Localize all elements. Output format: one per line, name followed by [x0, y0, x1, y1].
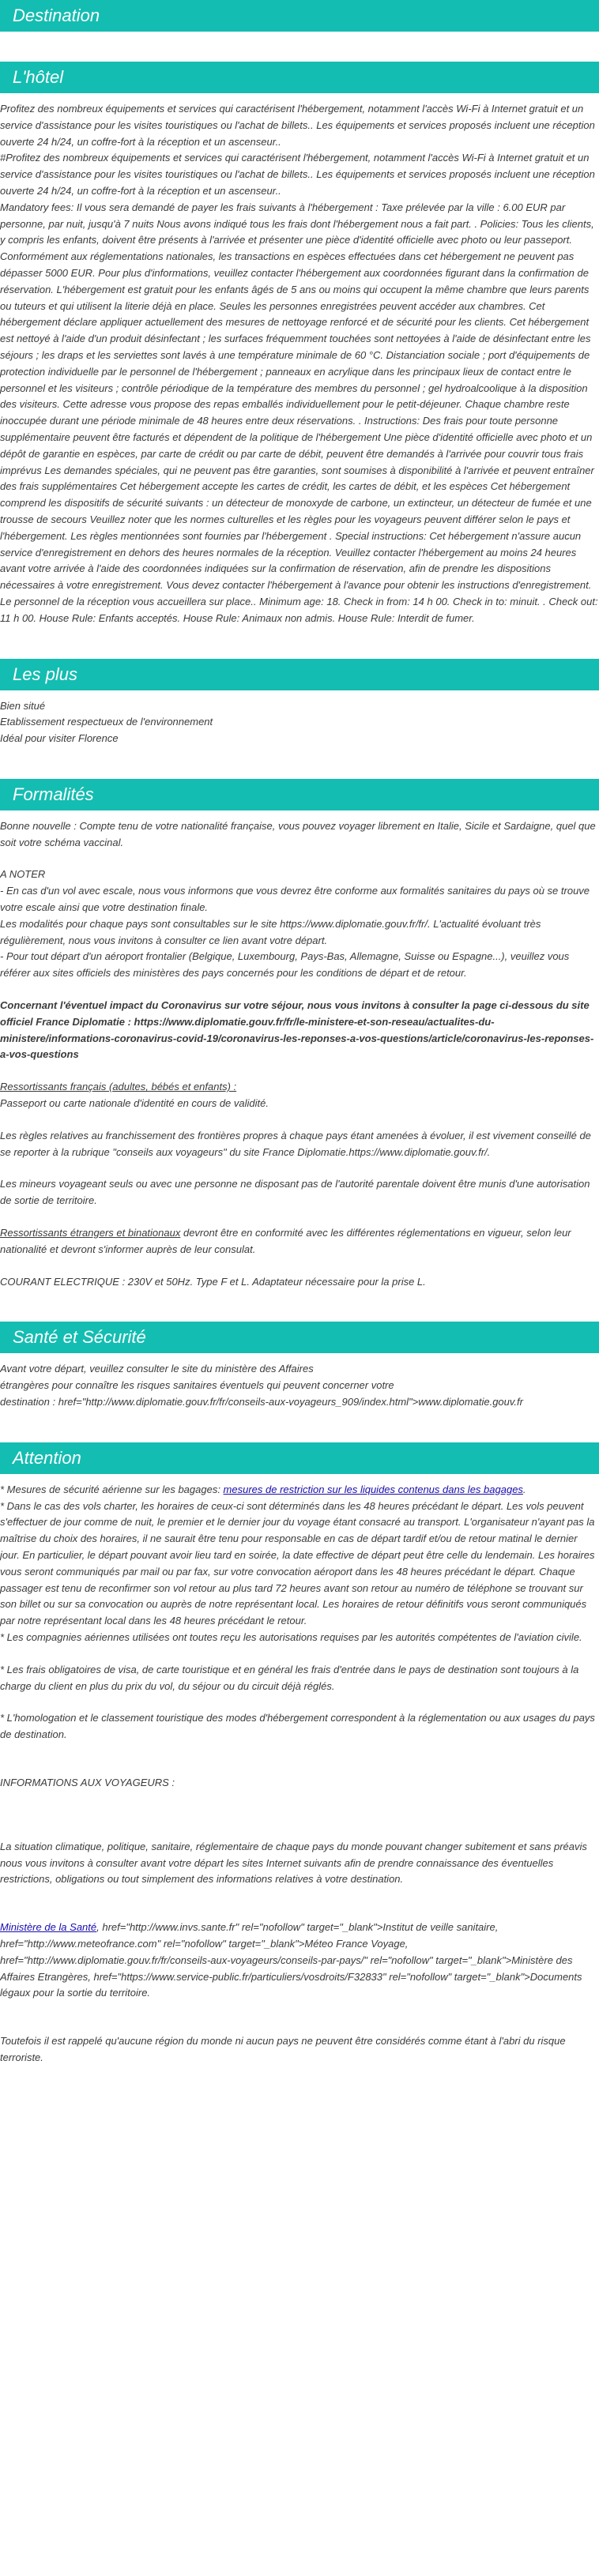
- minors-notice: Les mineurs voyageant seuls ou avec une personne ne disposant pas de l'autorité parentale doivent être munis d'une autorisation de sortie de territoire.: [0, 1178, 590, 1207]
- electric-notice: COURANT ELECTRIQUE : 230V et 50Hz. Type F et L. Adaptateur nécessaire pour la prise L.: [0, 1275, 426, 1288]
- note-title: A NOTER: [0, 868, 46, 881]
- hotel-paragraph: #Profitez des nombreux équipements et services qui caractérisent l'hébergement, notamment l'accès Wi-Fi à Internet gratuit et un service d'assistance pour les visites touristiques ou l'achat de billets.. Les équipements et services proposés incluent une réception ouverte 24 h/24, un coffre-fort à la réception et un ascenseur..: [0, 152, 595, 197]
- coronavirus-notice: Concernant l'éventuel impact du Coronavirus sur votre séjour, nous vous invitons à consulter la page ci-dessous du site officiel France Diplomatie : https://www.diplomatie.gouv.fr/fr/le-ministere-et-son-reseau/actualites-du-ministere/informations-coronavirus-covid-19/coronavirus-les-reponses-a-vos-questions/article/coronavirus-les-reponses-a-vos-questions: [0, 999, 594, 1061]
- attention-body: [0, 1482, 599, 2066]
- french-nationals-title: Ressortissants français (adultes, bébés et enfants) :: [0, 1081, 237, 1093]
- section-title-plus: Les plus: [0, 659, 599, 690]
- attention-baggage-text: * Mesures de sécurité aérienne sur les bagages:: [0, 1483, 224, 1495]
- info-line: nous vous invitons à consulter avant votre départ les sites Internet suivants afin de prendre connaissance des éventuelles restrictions, obligations ou tout simplement des informations relatives à votre destination.: [0, 1856, 554, 1886]
- info-line: La situation climatique, politique, sanitaire, réglementaire de chaque pays du monde pouvant changer subitement et sans préavis: [0, 1840, 587, 1852]
- attention-charter: * Dans le cas des vols charter, les horaires de ceux-ci sont déterminés dans les 48 heures précédant le départ. Les vols peuvent s'effectuer de jour comme de nuit, le premier et le dernier jour du voyage étant consacré au transport. L'organisateur n'ayant pas la maîtrise du choix des horaires, il ne saurait être tenu pour responsable en cas de départ tardif et/ou de retour matinal le dernier jour. En particulier, le départ pouvant avoir lieu tard en soirée, la date effective de départ peut être celle du lendemain. Les horaires vous seront communiqués par mail ou par fax, sur votre convocation aéroport dans les 48 heures précédant le départ. Chaque passager est tenu de reconfirmer son vol retour au plus tard 72 heures avant son retour au numéro de téléphone se trouvant sur son billet ou sur sa convocation ou auprès de notre représentant local. Les horaires de retour définitifs vous seront communiqués par notre représentant local dans les 48 heures précédant le retour.: [0, 1499, 595, 1627]
- list-item: Bien situé: [0, 699, 46, 712]
- sante-line: Avant votre départ, veuillez consulter le site du ministère des Affaires: [0, 1363, 314, 1375]
- section-destination: [0, 0, 599, 32]
- foreign-nationals: [0, 1225, 599, 1258]
- attention-visa: * Les frais obligatoires de visa, de carte touristique et en général les frais d'entrée dans le pays de destination sont toujours à la charge du client en plus du prix du vol, du séjour ou du circuit déjà réglés.: [0, 1663, 579, 1692]
- hotel-paragraph: Mandatory fees: Il vous sera demandé de payer les frais suivants à l'hébergement : Taxe prélevée par la ville : 6.00 EUR par personne, par nuit, jusqu'à 7 nuits Nous avons indiqué tous les frais dont l'hébergement nous a fait part. . Policies: Tous les clients, y compris les enfants, doivent être présents à l'arrivée et présenter une pièce d'identité officielle avec photo ou leur passeport. Conformément aux réglementations nationales, les transactions en espèces effectuées dans cet hébergement ne peuvent pas dépasser 5000 EUR. Pour plus d'informations, veuillez contacter l'hébergement aux coordonnées figurant dans la confirmation de réservation. L'hébergement est gratuit pour les enfants âgés de 5 ans ou moins qui occupent la même chambre que leurs parents ou tuteurs et qui utilisent la literie déjà en place. Seules les personnes enregistrées peuvent accéder aux chambres. Cet hébergement déclare appliquer actuellement des mesures de nettoyage renforcé et de sécurité pour les clients. Cet hébergement est nettoyé à l'aide d'un produit désinfectant ; les surfaces fréquemment touchées sont nettoyées à l'aide de désinfectant entre les séjours ; les draps et les serviettes sont lavés à une température minimale de 60 °C. Distanciation sociale ; port d'équipements de protection individuelle par le personnel de l'hébergement ; panneaux en acrylique dans les principaux lieux de contact entre le personnel et les visiteurs ; contrôle périodique de la température des membres du personnel ; gel hydroalcoolique à la disposition des visiteurs. Cette adresse vous propose des repas emballés individuellement pour le petit-déjeuner. Chaque chambre reste inoccupée durant une période minimale de 48 heures entre deux réservations. . Instructions: Des frais pour toute personne supplémentaire peuvent être facturés et dépendent de la politique de l'hébergement Une pièce d'identité officielle avec photo et un dépôt de garantie en espèces, par carte de crédit ou par carte de débit, peuvent être demandés à l'arrivée pour couvrir tous frais imprévus Les demandes spéciales, qui ne peuvent pas être garanties, sont soumises à disponibilité à l'arrivée et peuvent entraîner des frais supplémentaires Cet hébergement accepte les cartes de crédit, les cartes de débit, et les espèces Cet hébergement comprend les dispositifs de sécurité suivants : un détecteur de monoxyde de carbone, un extincteur, un détecteur de fumée et une trousse de secours Veuillez noter que les normes culturelles et les règles pour les voyageurs peuvent différer selon le pays et l'hébergement. Les règles mentionnées sont fournies par l'hébergement . Special instructions: Cet hébergement n'assure aucun service d'enregistrement en dehors des heures normales de la réception. Veuillez contacter l'hébergement au moins 24 heures avant votre arrivée à l'aide des coordonnées indiquées sur la confirmation de réservation, afin de prendre les dispositions nécessaires à votre enregistrement. Vous devez contacter l'hébergement à l'avance pour obtenir les instructions d'enregistrement. Le personnel de la réception vous accueillera sur place.. Minimum age: 18. Check in from: 14 h 00. Check in to: minuit. . Check out: 11 h 00. House Rule: Enfants acceptés. House Rule: Animaux non admis. House Rule: Interdit de fumer.: [0, 201, 598, 624]
- section-title-hotel: L'hôtel: [0, 62, 599, 93]
- note-line: - En cas d'un vol avec escale, nous vous informons que vous devrez être conforme aux formalités sanitaires du pays où se trouve votre escale ainsi que votre destination finale.: [0, 885, 590, 914]
- section-title-destination: Destination: [0, 0, 599, 32]
- sante-line: destination : href="http://www.diplomatie.gouv.fr/fr/conseils-aux-voyageurs_909/index.html">www.diplomatie.gouv.fr: [0, 1396, 523, 1408]
- section-title-attention: Attention: [0, 1442, 599, 1474]
- info-links-text: , href="http://www.invs.sante.fr" rel="nofollow" target="_blank">Institut de veille sanitaire, href="http://www.meteofrance.com" rel="nofollow" target="_blank">Méteo France Voyage, href="http://www.diplomatie.gouv.fr/fr/conseils-aux-voyageurs/conseils-par-pays/" rel="nofollow" target="_blank">Ministère des Affaires Etrangères, href="https://www.service-public.fr/particuliers/vosdroits/F32833" rel="nofollow" target="_blank">Documents légaux pour la sortie du territoire.: [0, 1921, 582, 1999]
- terror-notice: Toutefois il est rappelé qu'aucune région du monde ni aucun pays ne peuvent être considérés comme étant à l'abri du risque terroriste.: [0, 2035, 566, 2063]
- list-item: Etablissement respectueux de l'environnement: [0, 716, 213, 728]
- section-attention: [0, 1442, 599, 2066]
- info-title: INFORMATIONS AUX VOYAGEURS :: [0, 1776, 175, 1788]
- foreign-nationals-title: Ressortissants étrangers et binationaux: [0, 1227, 181, 1239]
- section-plus: [0, 659, 599, 747]
- liquids-restriction-link[interactable]: mesures de restriction sur les liquides contenus dans les bagages: [223, 1483, 523, 1495]
- note-line: Les modalités pour chaque pays sont consultables sur le site https://www.diplomatie.gouv.fr/fr/. L'actualité évoluant très régulièrement, nous vous invitons à consulter ce lien avant votre départ.: [0, 917, 541, 946]
- formalites-intro: Bonne nouvelle : Compte tenu de votre nationalité française, vous pouvez voyager librement en Italie, Sicile et Sardaigne, quel que soit votre schéma vaccinal.: [0, 819, 596, 848]
- attention-airlines: * Les compagnies aériennes utilisées ont toutes reçu les autorisations requises par les autorités compétentes de l'aviation civile.: [0, 1630, 582, 1643]
- borders-notice: Les règles relatives au franchissement des frontières propres à chaque pays étant amenées à évoluer, il est vivement conseillé de se reporter à la rubrique "conseils aux voyageurs" du site France Diplomatie.https://www.diplomatie.gouv.fr/.: [0, 1129, 591, 1158]
- section-hotel: [0, 62, 599, 627]
- attention-homologation: * L'homologation et le classement touristique des modes d'hébergement correspondent à la réglementation ou aux usages du pays de destination.: [0, 1712, 595, 1741]
- formalites-body: [0, 818, 599, 1291]
- info-links: [0, 1920, 599, 2002]
- attention-baggage: [0, 1482, 599, 1499]
- hotel-paragraph: Profitez des nombreux équipements et services qui caractérisent l'hébergement, notamment l'accès Wi-Fi à Internet gratuit et un service d'assistance pour les visites touristiques ou l'achat de billets.. Les équipements et services proposés incluent une réception ouverte 24 h/24, un coffre-fort à la réception et un ascenseur..: [0, 103, 595, 148]
- section-sante: [0, 1322, 599, 1410]
- french-nationals-text: Passeport ou carte nationale d'identité en cours de validité.: [0, 1097, 269, 1110]
- note-line: - Pour tout départ d'un aéroport frontalier (Belgique, Luxembourg, Pays-Bas, Allemagne, Suisse ou Espagne...), veuillez vous référer aux sites officiels des ministères des pays concernés pour les conditions de départ et de retour.: [0, 950, 570, 980]
- list-item: Idéal pour visiter Florence: [0, 732, 119, 745]
- hotel-body: [0, 101, 599, 627]
- sante-body: [0, 1361, 599, 1410]
- foreign-nationals-text: devront être en conformité avec les différentes réglementations en vigueur, selon leur nationalité et devront s'informer auprès de leur consulat.: [0, 1227, 571, 1255]
- attention-baggage-end: .: [522, 1483, 526, 1495]
- ministry-health-link[interactable]: Ministère de la Santé: [0, 1921, 97, 1934]
- section-title-formalites: Formalités: [0, 779, 599, 810]
- plus-list: [0, 698, 599, 747]
- section-title-sante: Santé et Sécurité: [0, 1322, 599, 1353]
- section-formalites: [0, 779, 599, 1291]
- sante-line: étrangères pour connaître les risques sanitaires éventuels qui peuvent concerner votre: [0, 1379, 394, 1392]
